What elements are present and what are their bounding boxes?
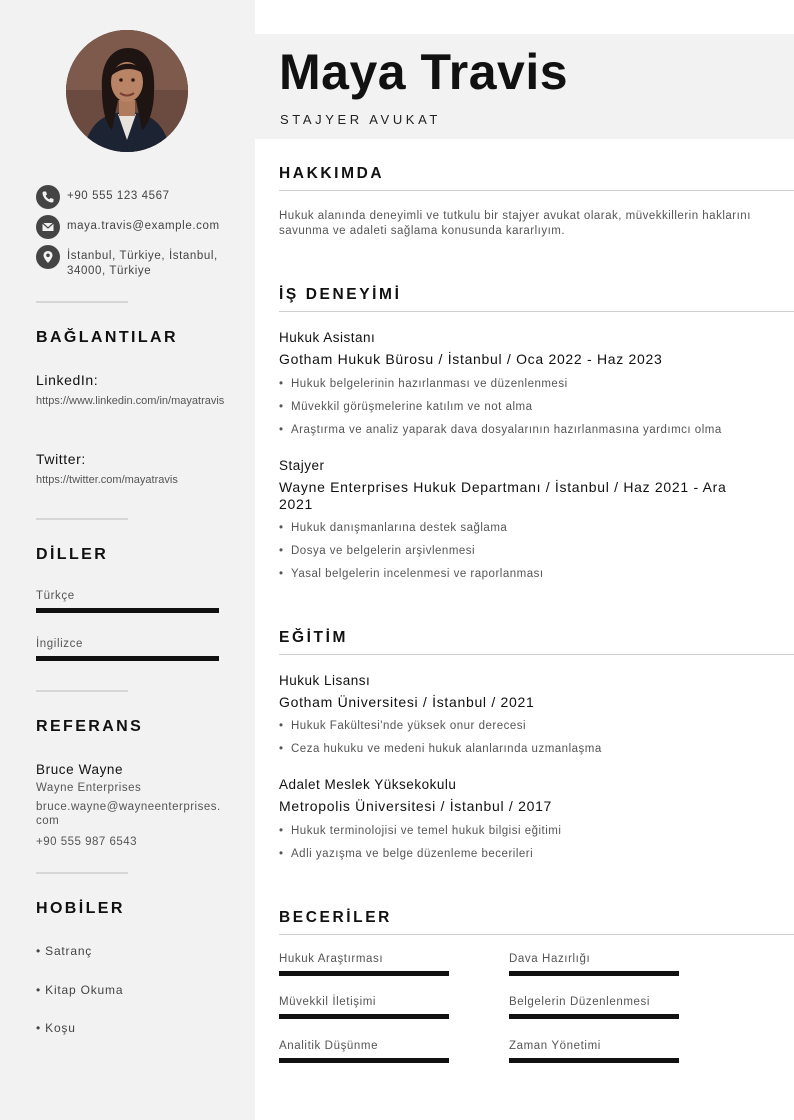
contact-address bbox=[36, 245, 236, 279]
contact-address-text: İstanbul, Türkiye, İstanbul, 34000, Türkiye bbox=[67, 250, 218, 277]
hobby-label: Kitap Okuma bbox=[45, 983, 124, 997]
sidebar-divider bbox=[36, 872, 128, 874]
contact-email-text: maya.travis@example.com bbox=[67, 220, 220, 232]
education-heading: EĞİTİM bbox=[279, 629, 348, 646]
job-bullet-text: Müvekkil görüşmelerine katılım ve not alma bbox=[291, 401, 533, 413]
job-bullet-text: Araştırma ve analiz yaparak dava dosyalarının hazırlanmasına yardımcı olma bbox=[291, 424, 722, 436]
skill-name: Dava Hazırlığı bbox=[509, 953, 591, 965]
skill-level-bar bbox=[279, 1014, 449, 1019]
skill-name: Belgelerin Düzenlenmesi bbox=[509, 996, 651, 1008]
about-heading: HAKKIMDA bbox=[279, 165, 385, 182]
hobby-label: Satranç bbox=[45, 944, 93, 958]
envelope-icon bbox=[36, 215, 60, 239]
job-title: Hukuk Asistanı bbox=[279, 330, 376, 345]
job-company: Gotham Hukuk Bürosu / İstanbul / Oca 2022 - Haz 2023 bbox=[279, 351, 663, 367]
hobby-item: • Satranç bbox=[36, 944, 93, 958]
sidebar-divider bbox=[36, 518, 128, 520]
linkedin-label: LinkedIn: bbox=[36, 372, 99, 388]
location-pin-icon bbox=[36, 245, 60, 269]
languages-heading: DİLLER bbox=[36, 546, 109, 563]
hobbies-heading: HOBİLER bbox=[36, 900, 125, 917]
section-rule bbox=[279, 311, 794, 312]
job-title: Stajyer bbox=[279, 458, 325, 473]
about-text: Hukuk alanında deneyimli ve tutkulu bir stajyer avukat olarak, müvekkillerin haklarını savunma ve adaleti sağlama konusunda kararlıyım. bbox=[279, 210, 751, 237]
skill-level-bar bbox=[279, 971, 449, 976]
section-rule bbox=[279, 654, 794, 655]
job-bullet-text: Hukuk belgelerinin hazırlanması ve düzenlenmesi bbox=[291, 378, 568, 390]
skill-level-bar bbox=[509, 1014, 679, 1019]
job-bullet-text: Dosya ve belgelerin arşivlenmesi bbox=[291, 545, 476, 557]
experience-heading: İŞ DENEYİMİ bbox=[279, 286, 402, 303]
job-company: Wayne Enterprises Hukuk Departmanı / İstanbul / Haz 2021 - Ara 2021 bbox=[279, 479, 727, 512]
hobby-item: • Koşu bbox=[36, 1021, 76, 1035]
education-bullet: • Adli yazışma ve belge düzenleme becerileri bbox=[279, 848, 534, 860]
reference-company: Wayne Enterprises bbox=[36, 782, 142, 794]
reference-email[interactable]: bruce.wayne@wayneenterprises.com bbox=[36, 801, 221, 827]
contact-email[interactable] bbox=[36, 215, 236, 239]
skill-name: Hukuk Araştırması bbox=[279, 953, 384, 965]
skill-name: Zaman Yönetimi bbox=[509, 1040, 601, 1052]
job-bullet: • Araştırma ve analiz yaparak dava dosyalarının hazırlanmasına yardımcı olma bbox=[279, 424, 722, 436]
contact-phone-text: +90 555 123 4567 bbox=[67, 190, 170, 202]
hobby-item: • Kitap Okuma bbox=[36, 983, 124, 997]
reference-phone: +90 555 987 6543 bbox=[36, 836, 138, 848]
job-bullet-text: Yasal belgelerin incelenmesi ve raporlanması bbox=[291, 568, 544, 580]
sidebar-divider bbox=[36, 301, 128, 303]
profile-photo bbox=[66, 30, 188, 152]
job-bullet-text: Hukuk danışmanlarına destek sağlama bbox=[291, 522, 508, 534]
education-bullet-text: Hukuk terminolojisi ve temel hukuk bilgisi eğitimi bbox=[291, 825, 562, 837]
hobby-label: Koşu bbox=[45, 1021, 76, 1035]
sidebar-divider bbox=[36, 690, 128, 692]
education-bullet: • Ceza hukuku ve medeni hukuk alanlarında uzmanlaşma bbox=[279, 743, 602, 755]
education-bullet-text: Adli yazışma ve belge düzenleme becerileri bbox=[291, 848, 534, 860]
twitter-label: Twitter: bbox=[36, 451, 86, 467]
section-rule bbox=[279, 934, 794, 935]
job-bullet: • Müvekkil görüşmelerine katılım ve not alma bbox=[279, 401, 533, 413]
language-level-bar bbox=[36, 608, 219, 613]
section-rule bbox=[279, 190, 794, 191]
language-name: İngilizce bbox=[36, 638, 83, 650]
language-level-bar bbox=[36, 656, 219, 661]
profile-photo-image bbox=[66, 30, 188, 152]
education-title: Adalet Meslek Yüksekokulu bbox=[279, 777, 457, 792]
twitter-link[interactable]: https://twitter.com/mayatravis bbox=[36, 474, 178, 486]
education-bullet-text: Ceza hukuku ve medeni hukuk alanlarında uzmanlaşma bbox=[291, 743, 602, 755]
skill-level-bar bbox=[279, 1058, 449, 1063]
contact-phone[interactable] bbox=[36, 185, 236, 209]
phone-icon bbox=[36, 185, 60, 209]
language-name: Türkçe bbox=[36, 590, 75, 602]
links-heading: BAĞLANTILAR bbox=[36, 329, 178, 346]
job-bullet: • Hukuk belgelerinin hazırlanması ve düzenlenmesi bbox=[279, 378, 568, 390]
skills-heading: BECERİLER bbox=[279, 909, 392, 926]
education-bullet-text: Hukuk Fakültesi'nde yüksek onur derecesi bbox=[291, 720, 527, 732]
reference-name: Bruce Wayne bbox=[36, 762, 124, 777]
education-bullet: • Hukuk Fakültesi'nde yüksek onur derecesi bbox=[279, 720, 527, 732]
skill-level-bar bbox=[509, 1058, 679, 1063]
candidate-name: Maya Travis bbox=[279, 44, 569, 100]
linkedin-link[interactable]: https://www.linkedin.com/in/mayatravis bbox=[36, 395, 225, 407]
job-bullet: • Dosya ve belgelerin arşivlenmesi bbox=[279, 545, 476, 557]
education-bullet: • Hukuk terminolojisi ve temel hukuk bilgisi eğitimi bbox=[279, 825, 562, 837]
education-title: Hukuk Lisansı bbox=[279, 673, 371, 688]
skill-level-bar bbox=[509, 971, 679, 976]
candidate-role: STAJYER AVUKAT bbox=[280, 112, 441, 127]
skill-name: Müvekkil İletişimi bbox=[279, 996, 377, 1008]
skill-name: Analitik Düşünme bbox=[279, 1040, 379, 1052]
job-bullet: • Hukuk danışmanlarına destek sağlama bbox=[279, 522, 508, 534]
job-bullet: • Yasal belgelerin incelenmesi ve raporlanması bbox=[279, 568, 544, 580]
references-heading: REFERANS bbox=[36, 718, 144, 735]
education-school: Metropolis Üniversitesi / İstanbul / 2017 bbox=[279, 798, 553, 814]
education-school: Gotham Üniversitesi / İstanbul / 2021 bbox=[279, 694, 535, 710]
